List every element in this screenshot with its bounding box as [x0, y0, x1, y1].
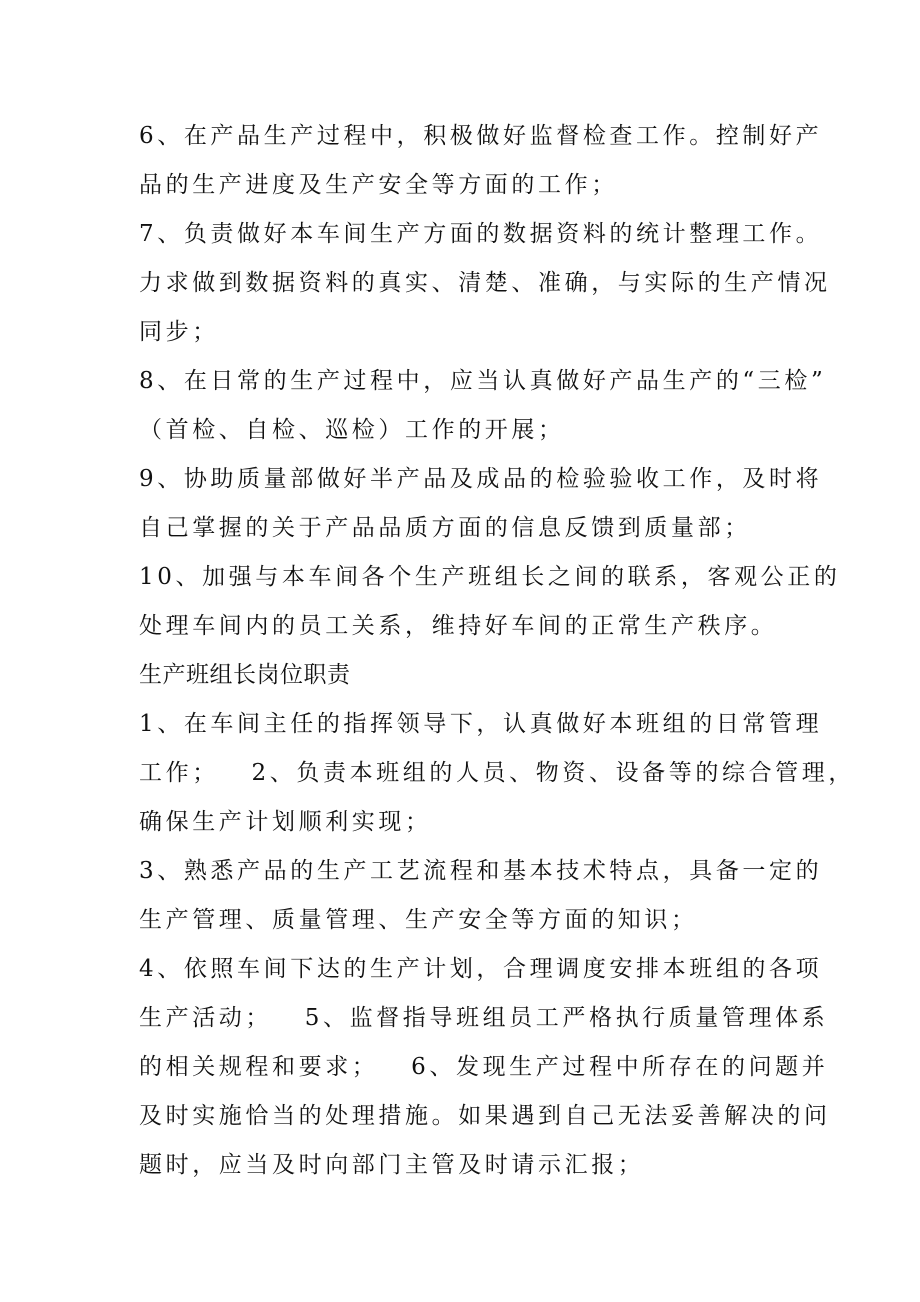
text-line: 处理车间内的员工关系，维持好车间的正常生产秩序。: [139, 613, 778, 639]
text-line: 生产管理、质量管理、生产安全等方面的知识；: [139, 907, 698, 933]
text-line: 9、协助质量部做好半产品及成品的检验验收工作，及时将: [139, 466, 823, 492]
text-line: 7、负责做好本车间生产方面的数据资料的统计整理工作。: [139, 221, 823, 247]
text-line: 6、在产品生产过程中，积极做好监督检查工作。控制好产: [139, 123, 823, 149]
text-line: 及时实施恰当的处理措施。如果遇到自己无法妥善解决的问: [139, 1103, 831, 1129]
text-line: 题时，应当及时向部门主管及时请示汇报；: [139, 1152, 645, 1178]
text-line: 品的生产进度及生产安全等方面的工作；: [139, 172, 618, 198]
text-line: 工作； 2、负责本班组的人员、物资、设备等的综合管理，: [139, 760, 855, 786]
text-line: 8、在日常的生产过程中，应当认真做好产品生产的“三检”: [139, 368, 827, 394]
section-heading: 生产班组长岗位职责: [139, 662, 351, 688]
text-line: 确保生产计划顺利实现；: [139, 809, 432, 835]
text-line: 1、在车间主任的指挥领导下，认真做好本班组的日常管理: [139, 711, 823, 737]
text-line: 同步；: [139, 319, 219, 345]
text-line: 的相关规程和要求； 6、发现生产过程中所存在的问题并: [139, 1054, 829, 1080]
text-line: （首检、自检、巡检）工作的开展；: [139, 417, 565, 443]
text-line: 4、依照车间下达的生产计划，合理调度安排本班组的各项: [139, 956, 823, 982]
document-body: [139, 112, 855, 1190]
text-line: 生产活动； 5、监督指导班组员工严格执行质量管理体系: [139, 1005, 829, 1031]
text-line: 自己掌握的关于产品品质方面的信息反馈到质量部；: [139, 515, 751, 541]
text-line: 10、加强与本车间各个生产班组长之间的联系，客观公正的: [139, 564, 841, 590]
text-line: 3、熟悉产品的生产工艺流程和基本技术特点，具备一定的: [139, 858, 823, 884]
text-line: 力求做到数据资料的真实、清楚、准确，与实际的生产情况: [139, 270, 831, 296]
